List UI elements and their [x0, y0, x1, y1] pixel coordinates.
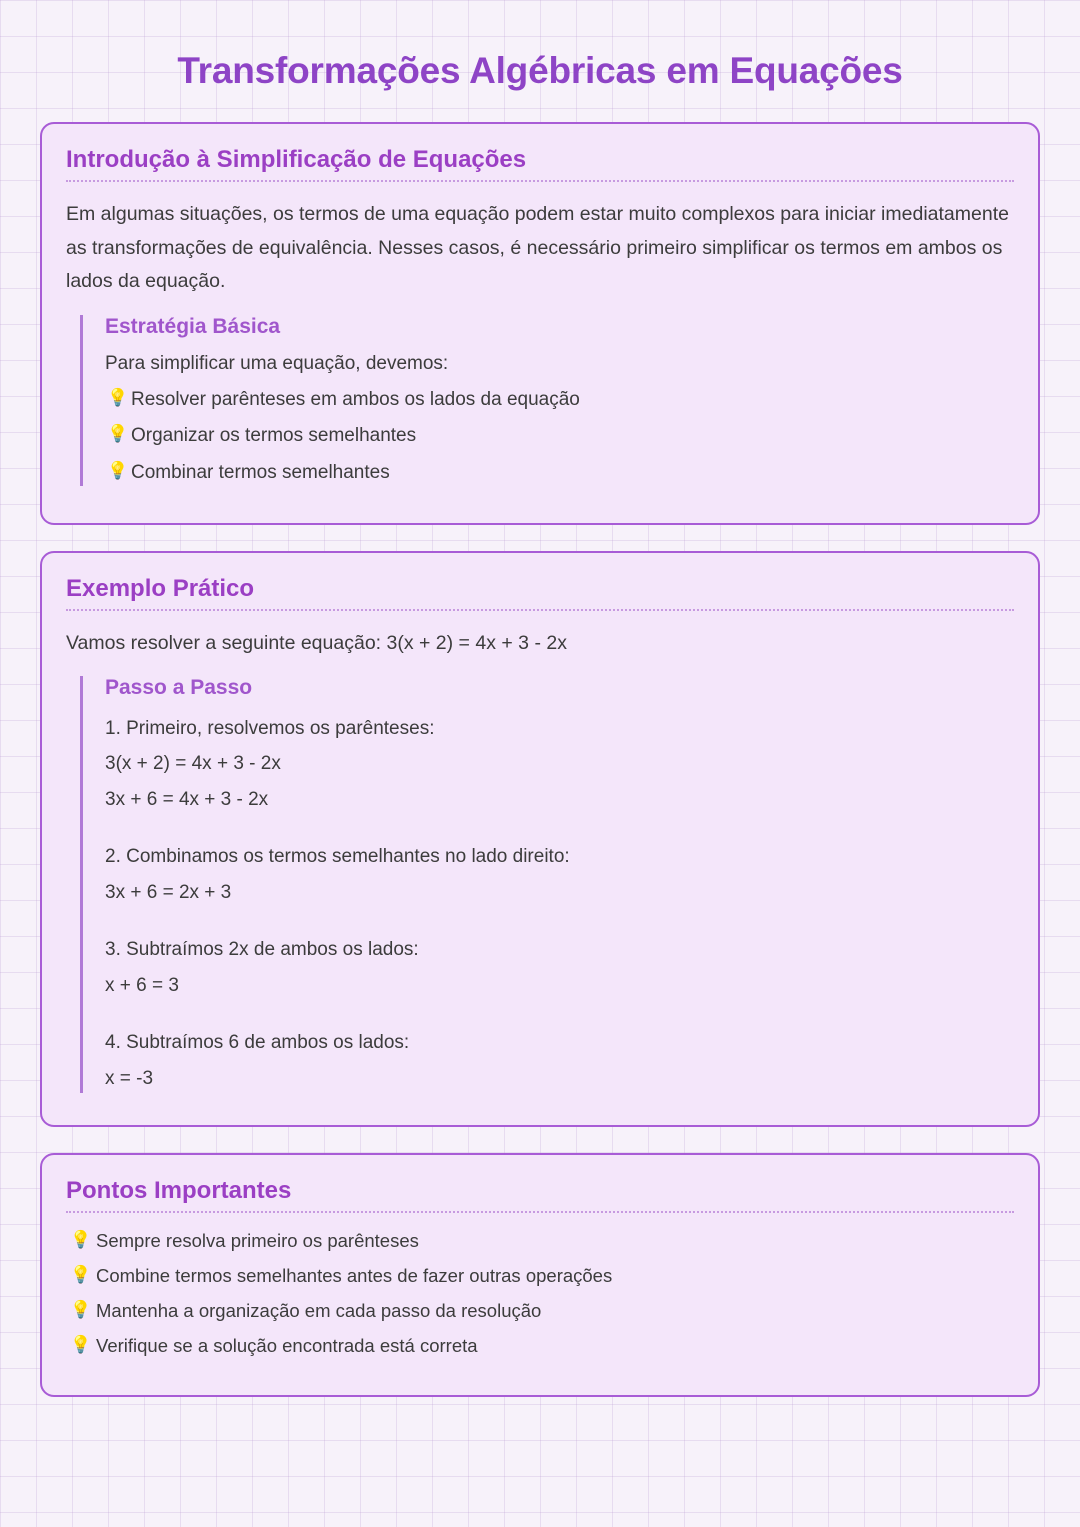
bulb-icon: 💡: [107, 424, 129, 444]
bulb-icon: 💡: [70, 1334, 92, 1354]
step-line: x + 6 = 3: [105, 974, 179, 996]
title-divider: [66, 1211, 1014, 1213]
section-exemplo-pratico: [40, 551, 1040, 1127]
list-item: [105, 387, 1014, 413]
subsection-lead: Para simplificar uma equação, devemos:: [105, 352, 449, 374]
section-paragraph: Vamos resolver a seguinte equação: 3(x + 2) = 4x + 3 - 2x: [66, 631, 567, 654]
list-item-label: Organizar os termos semelhantes: [131, 425, 417, 447]
step-line: 2. Combinamos os termos semelhantes no lado direito:: [105, 846, 570, 868]
list-item-label: Combinar termos semelhantes: [131, 461, 390, 483]
step-line: 1. Primeiro, resolvemos os parênteses:: [105, 718, 435, 740]
step-line: 3x + 6 = 2x + 3: [105, 881, 232, 903]
subsection-estrategia-basica: [80, 315, 1014, 486]
list-item: [66, 1264, 1014, 1289]
bulb-icon: 💡: [107, 460, 129, 480]
list-item-label: Mantenha a organização em cada passo da resolução: [96, 1299, 542, 1321]
list-item: [105, 423, 1014, 449]
step-spacer: [105, 820, 1014, 842]
list-item: [105, 460, 1014, 486]
list-item: [66, 1299, 1014, 1324]
bulb-icon: 💡: [70, 1229, 92, 1249]
list-item-label: Resolver parênteses em ambos os lados da equação: [131, 388, 580, 410]
subsection-title: Passo a Passo: [105, 676, 253, 700]
subsection-passo-a-passo: [80, 676, 1014, 1093]
list-item-label: Sempre resolva primeiro os parênteses: [96, 1229, 419, 1251]
bulb-icon: 💡: [70, 1264, 92, 1284]
bulb-icon: 💡: [107, 387, 129, 407]
step-line: x = -3: [105, 1067, 154, 1089]
step-spacer: [105, 913, 1014, 935]
title-divider: [66, 180, 1014, 182]
step-spacer: [105, 1006, 1014, 1028]
bulb-icon: 💡: [70, 1299, 92, 1319]
step-line: 3(x + 2) = 4x + 3 - 2x: [105, 753, 281, 775]
list-item: [66, 1229, 1014, 1254]
section-paragraph: Em algumas situações, os termos de uma equação podem estar muito complexos para iniciar imediatamente as transformações de equivalência. Nesses casos, é necessário primeiro simplificar os termos em ambos os lados da equação.: [66, 203, 1009, 293]
page-title: Transformações Algébricas em Equações: [177, 50, 903, 91]
list-item-label: Verifique se a solução encontrada está correta: [96, 1334, 478, 1356]
subsection-title: Estratégia Básica: [105, 314, 281, 338]
section-title: Exemplo Prático: [66, 574, 255, 602]
step-line: 3x + 6 = 4x + 3 - 2x: [105, 788, 269, 810]
title-divider: [66, 609, 1014, 611]
key-points-list: [66, 1229, 1014, 1359]
section-pontos-importantes: [40, 1153, 1040, 1397]
section-introducao: [40, 122, 1040, 525]
step-line: 3. Subtraímos 2x de ambos os lados:: [105, 939, 419, 961]
list-item: [66, 1334, 1014, 1359]
section-title: Introdução à Simplificação de Equações: [66, 146, 527, 173]
step-line: 4. Subtraímos 6 de ambos os lados:: [105, 1032, 410, 1054]
section-title: Pontos Importantes: [66, 1176, 292, 1204]
strategy-list: [105, 387, 1014, 486]
list-item-label: Combine termos semelhantes antes de fazer outras operações: [96, 1264, 613, 1286]
